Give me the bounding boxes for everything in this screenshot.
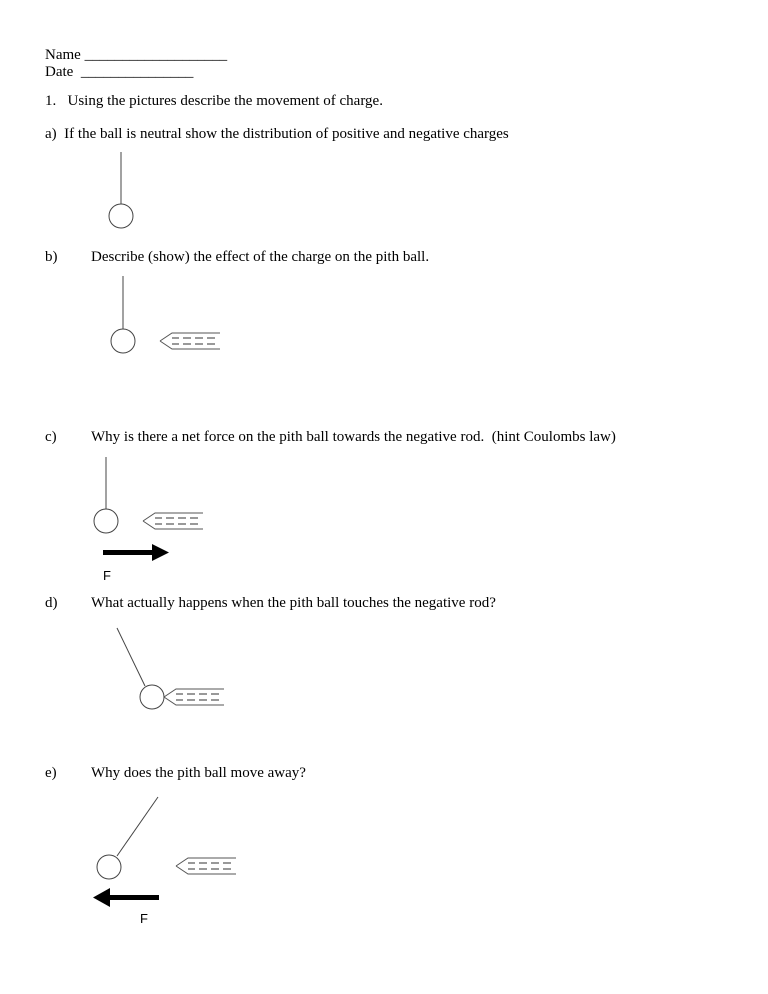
negative-rod-d bbox=[164, 689, 224, 705]
negative-rod-c bbox=[143, 513, 203, 529]
pith-ball-d bbox=[140, 685, 164, 709]
negative-rod-b bbox=[160, 333, 220, 349]
force-label-e: F bbox=[140, 911, 148, 926]
negative-rod-e bbox=[176, 858, 236, 874]
string-d bbox=[117, 628, 145, 686]
part-e-label: e) bbox=[45, 765, 57, 781]
part-d-text: What actually happens when the pith ball touches the negative rod? bbox=[91, 595, 496, 611]
name-blank: ___________________ bbox=[84, 47, 228, 63]
part-b-label: b) bbox=[45, 249, 58, 265]
part-d-label: d) bbox=[45, 595, 58, 611]
force-label-c: F bbox=[103, 568, 111, 583]
part-text: If the ball is neutral show the distribution of positive and negative charges bbox=[64, 126, 509, 142]
name-label: Name bbox=[45, 47, 81, 63]
pith-ball-c bbox=[94, 509, 118, 533]
part-c-text: Why is there a net force on the pith ball towards the negative rod. (hint Coulombs law) bbox=[91, 429, 616, 445]
date-blank: _______________ bbox=[80, 64, 194, 80]
pith-ball-b bbox=[111, 329, 135, 353]
part-e-text: Why does the pith ball move away? bbox=[91, 765, 306, 781]
force-arrow-right-icon bbox=[103, 544, 169, 561]
question-number: 1. bbox=[45, 93, 57, 109]
question-text: Using the pictures describe the movement of charge. bbox=[67, 93, 383, 109]
pith-ball-e bbox=[97, 855, 121, 879]
part-label: a) bbox=[45, 126, 57, 142]
pith-ball-a bbox=[109, 204, 133, 228]
part-c-label: c) bbox=[45, 429, 57, 445]
string-e bbox=[117, 797, 158, 856]
force-arrow-left-icon bbox=[93, 888, 159, 907]
date-label: Date bbox=[45, 64, 74, 80]
part-b-text: Describe (show) the effect of the charge on the pith ball. bbox=[91, 249, 430, 265]
